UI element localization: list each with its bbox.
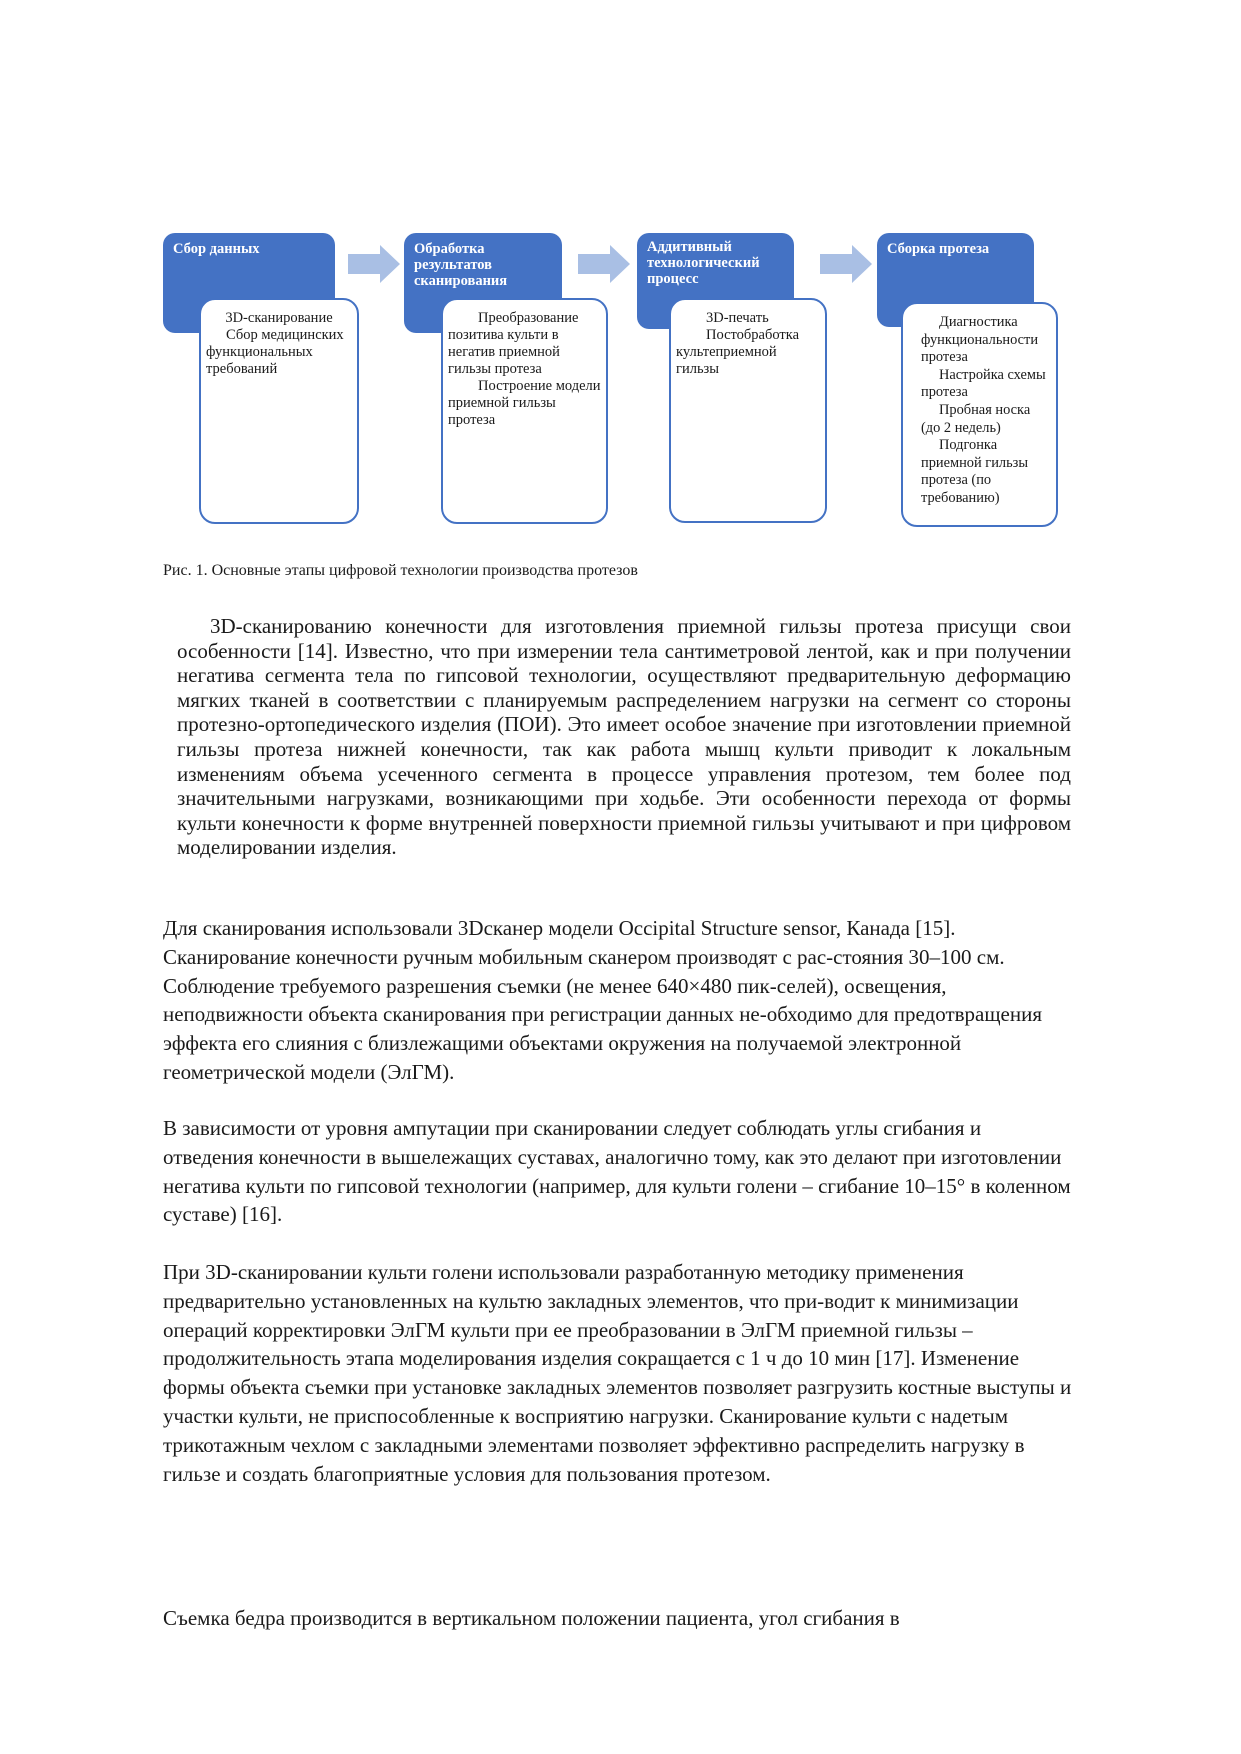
step-4-item: Диагностика функциональности протеза: [921, 314, 1039, 366]
step-3-item: Постобработка культеприемной гильзы: [676, 327, 800, 377]
step-2-card: [441, 298, 608, 524]
paragraph: В зависимости от уровня ампутации при сканировании следует соблюдать углы сгибания и отведения конечности в вышележащих суставах, аналогично тому, как это делают при изготовлении негатива культи по гипсовой технологии (например, для культи голени – сгибание 10–15° в коленном суставе) [16].: [163, 1116, 1071, 1227]
figure-caption: Рис. 1. Основные этапы цифровой технологии производства протезов: [163, 562, 638, 579]
paragraph: 3D-сканированию конечности для изготовления приемной гильзы протеза присущи свои особенности [14]. Известно, что при измерении тела сантиметровой лентой, как и при получении негатива сегмента тела по гипсовой технологии, осуществляют предварительную деформацию мягких тканей в соответствии с планируемым распределением нагрузки на сегмент со стороны протезно-ортопедического изделия (ПОИ). Это имеет особое значение при изготовлении приемной гильзы протеза нижней конечности, так как работа мышц культи приводит к локальным изменениям объема усеченного сегмента в процессе управления протезом, тем более под значительными нагрузками, возникающими при ходьбе. Эти особенности перехода от формы культи конечности к форме внутренней поверхности приемной гильзы учитывают и при цифровом моделировании изделия.: [177, 614, 1071, 860]
step-2-item: Преобразование позитива культи в негатив приемной гильзы протеза: [448, 310, 579, 377]
step-3-title: Аддитивный технологический процесс: [647, 239, 760, 287]
paragraph: Для сканирования использовали 3Dсканер модели Occipital Structure sensor, Канада [15]. Сканирование конечности ручным мобильным сканером производят с рас-стояния 30–100 см. Соблюдение требуемого разрешения съемки (не менее 640×480 пик-селей), освещения, неподвижности объекта сканирования при регистрации данных не-обходимо для предотвращения эффекта его слияния с близлежащими объектами окружения на получаемой электронной геометрической модели (ЭлГМ).: [163, 916, 1042, 1084]
step-4-item: Настройка схемы протеза: [921, 366, 1046, 401]
step-4-title: Сборка протеза: [887, 241, 990, 257]
process-diagram: [0, 0, 1241, 560]
step-4-card: [901, 302, 1058, 527]
step-3-card: [669, 298, 827, 523]
arrow-right-icon: [820, 245, 872, 283]
arrow-right-icon: [348, 245, 400, 283]
step-4-item: Подгонка приемной гильзы протеза (по требованию): [921, 437, 1028, 506]
step-2-item: Построение модели приемной гильзы протеза: [448, 378, 601, 428]
step-4-item: Пробная носка (до 2 недель): [921, 401, 1031, 436]
step-3-item: 3D-печать: [706, 310, 769, 326]
step-1-item: 3D-сканирование: [225, 310, 333, 326]
paragraph: Съемка бедра производится в вертикальном положении пациента, угол сгибания в: [163, 1606, 900, 1630]
arrow-right-icon: [578, 245, 630, 283]
step-1-item: Сбор медицинских функциональных требований: [206, 327, 344, 377]
step-1-title: Сбор данных: [173, 241, 260, 257]
step-1-card: [199, 298, 359, 524]
step-2-title: Обработка результатов сканирования: [414, 241, 508, 289]
paragraph: При 3D-сканировании культи голени использовали разработанную методику применения предварительно установленных на культю закладных элементов, что при-водит к минимизации операций корректировки ЭлГМ культи при ее преобразовании в ЭлГМ приемной гильзы – продолжительность этапа моделирования изделия сокращается с 1 ч до 10 мин [17]. Изменение формы объекта съемки при установке закладных элементов позволяет разгрузить костные выступы и участки культи, не приспособленные к восприятию нагрузки. Сканирование культи с надетым трикотажным чехлом с закладными элементами позволяет эффективно распределить нагрузку в гильзе и создать благоприятные условия для пользования протезом.: [163, 1260, 1072, 1486]
